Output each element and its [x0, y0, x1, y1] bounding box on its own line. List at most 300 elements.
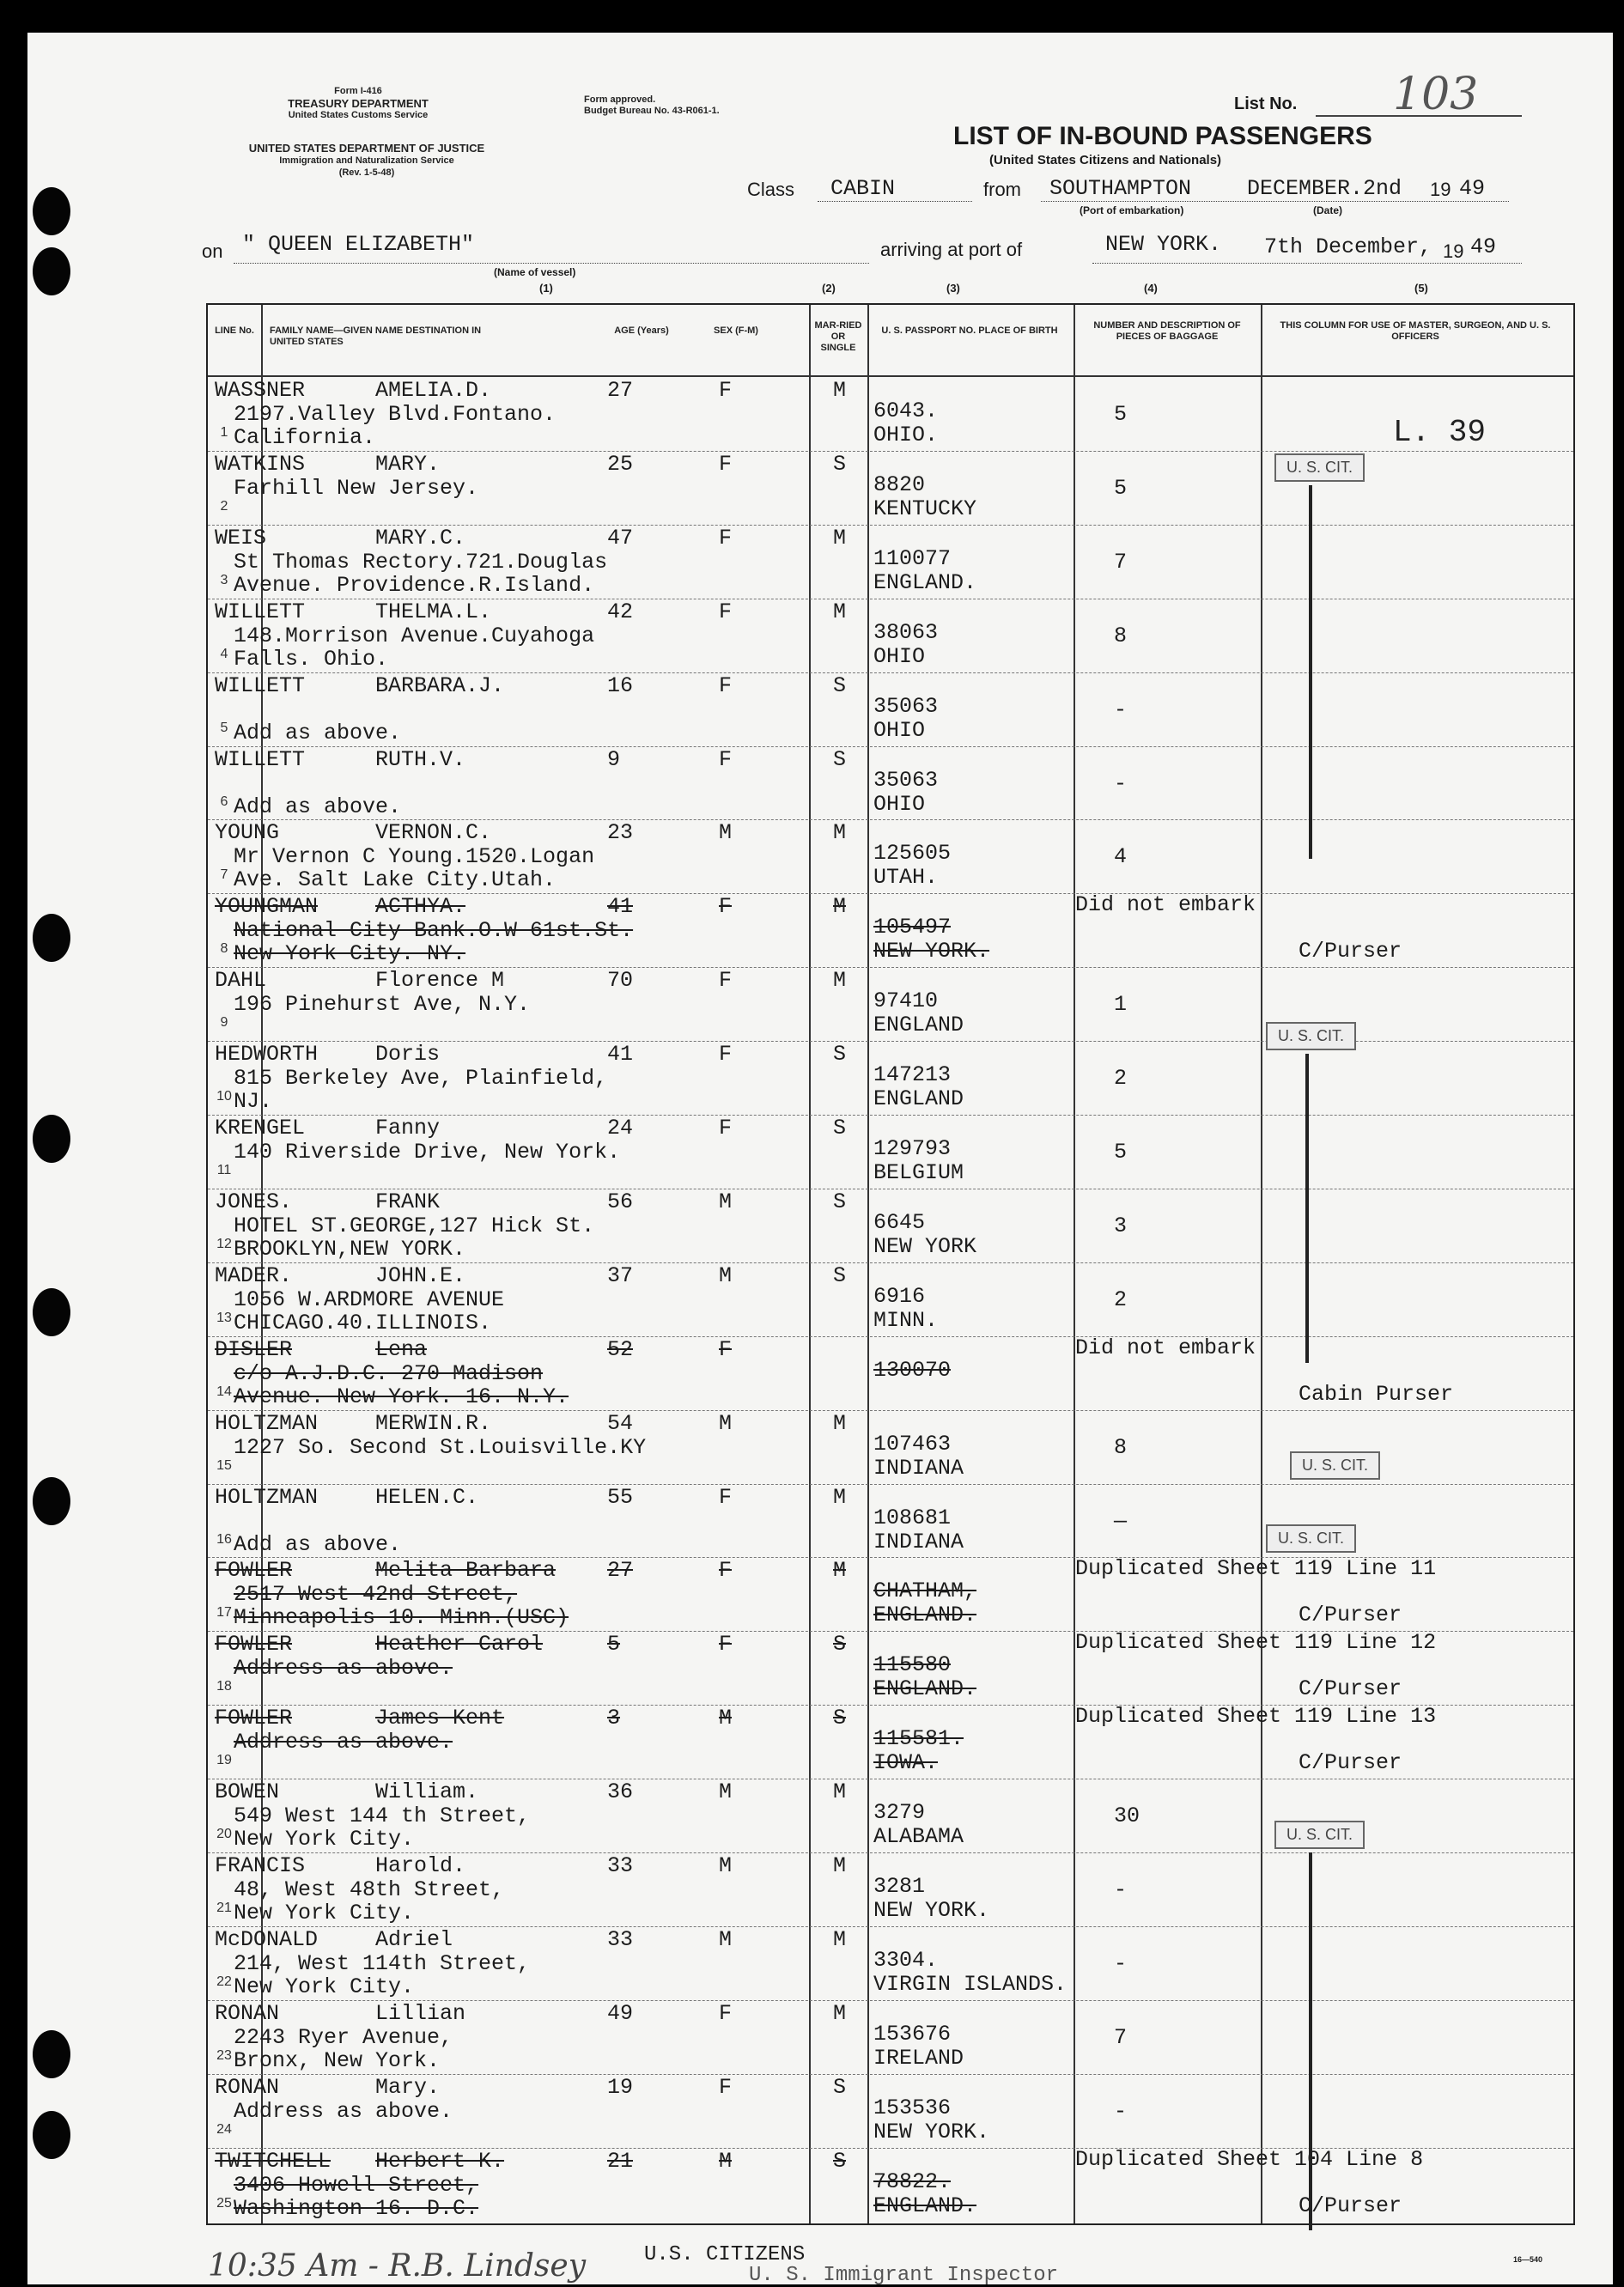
passenger-marital-status: M	[833, 599, 847, 624]
baggage-count: 8	[1114, 1434, 1128, 1460]
place-of-birth: INDIANA	[873, 1455, 964, 1481]
punch-hole	[33, 2111, 70, 2159]
table-row	[208, 1926, 1573, 2000]
passenger-age: 5	[607, 1632, 621, 1657]
passenger-surname: YOUNG	[215, 820, 280, 846]
passenger-given-name: VERNON.C.	[375, 820, 492, 846]
passenger-marital-status: S	[833, 1262, 847, 1288]
row-divider	[208, 1631, 1573, 1632]
passenger-age: 49	[607, 2000, 634, 2026]
passenger-address-line2: California.	[234, 425, 376, 450]
passenger-address-line2: NJ.	[234, 1089, 273, 1115]
baggage-count: 8	[1114, 623, 1128, 648]
passenger-sex: F	[719, 2074, 733, 2100]
punch-hole	[33, 2030, 70, 2078]
list-no-underline	[1316, 115, 1522, 117]
passenger-address-line1: 1056 W.ARDMORE AVENUE	[234, 1286, 505, 1312]
purser-note: C/Purser	[1299, 1750, 1402, 1776]
punch-hole	[33, 1477, 70, 1525]
department-of-justice: UNITED STATES DEPARTMENT OF JUSTICE	[248, 142, 485, 155]
passenger-marital-status: M	[833, 1853, 847, 1878]
date-caption: (Date)	[1313, 204, 1343, 216]
passenger-age: 23	[607, 820, 634, 846]
passenger-marital-status: M	[833, 820, 847, 846]
line-number: 19	[216, 1753, 232, 1768]
treasury-department: TREASURY DEPARTMENT	[288, 97, 429, 110]
baggage-count: 3	[1114, 1213, 1128, 1238]
table-row	[208, 1189, 1573, 1262]
passenger-address-line2: Minneapolis 10. Minn.(USC)	[234, 1605, 569, 1631]
passenger-sex: M	[719, 1779, 733, 1805]
passenger-sex: F	[719, 1558, 733, 1584]
list-no-label: List No.	[1234, 94, 1298, 113]
class-underline	[818, 201, 972, 202]
handwritten-time: 10:35 Am - R.B. Lindsey	[208, 2248, 587, 2284]
ins-label: Immigration and Naturalization Service	[279, 155, 454, 166]
passenger-sex: M	[719, 820, 733, 846]
col-number-1: (1)	[539, 282, 553, 295]
table-row	[208, 1115, 1573, 1189]
passenger-address-line2: New York City.	[234, 1901, 415, 1925]
passenger-table	[206, 303, 1575, 2225]
line-number: 1	[220, 425, 228, 440]
baggage-count: 30	[1114, 1803, 1140, 1829]
place-of-birth: MINN.	[873, 1307, 939, 1333]
baggage-count: 5	[1114, 475, 1128, 501]
passenger-surname: WATKINS	[215, 451, 306, 477]
passenger-given-name: Adriel	[375, 1926, 453, 1952]
passport-number: 115580	[873, 1652, 952, 1678]
passport-number: 110077	[873, 545, 952, 571]
passenger-given-name: Fanny	[375, 1116, 441, 1140]
passport-number: 153536	[873, 2095, 952, 2120]
table-row	[208, 2148, 1573, 2222]
passenger-given-name: HELEN.C.	[375, 1484, 479, 1510]
passenger-sex: M	[719, 1706, 733, 1731]
table-row	[208, 1631, 1573, 1705]
passenger-surname: RONAN	[215, 2000, 280, 2026]
passenger-age: 33	[607, 1853, 634, 1878]
passenger-address-line1: Mr Vernon C Young.1520.Logan	[234, 844, 595, 870]
passenger-age: 52	[607, 1336, 634, 1362]
passenger-marital-status: M	[833, 1484, 847, 1510]
passenger-surname: RONAN	[215, 2074, 280, 2100]
manifest-page	[27, 33, 1613, 2287]
form-number: Form I-416	[334, 86, 382, 96]
passenger-age: 55	[607, 1484, 634, 1510]
baggage-count: 5	[1114, 402, 1128, 427]
place-of-birth: NEW YORK.	[873, 1898, 990, 1923]
passenger-age: 54	[607, 1410, 634, 1436]
passport-number: 6645	[873, 1209, 926, 1235]
passenger-age: 19	[607, 2074, 634, 2100]
place-of-birth: BELGIUM	[873, 1160, 964, 1185]
purser-note: C/Purser	[1299, 1676, 1402, 1702]
baggage-count: —	[1114, 1508, 1128, 1534]
baggage-count: 2	[1114, 1066, 1128, 1092]
row-divider	[208, 893, 1573, 894]
stamp-bracket-line	[1309, 1852, 1312, 2230]
passenger-surname: WILLETT	[215, 746, 306, 772]
passport-number: 129793	[873, 1136, 952, 1161]
form-code: 16—540	[1513, 2255, 1543, 2264]
header-baggage: NUMBER AND DESCRIPTION OF PIECES OF BAGGAGE	[1093, 320, 1241, 342]
table-row	[208, 746, 1573, 820]
line-number: 15	[216, 1457, 232, 1473]
passport-number: 115581.	[873, 1726, 964, 1752]
place-of-birth: OHIO	[873, 717, 926, 743]
passenger-address-line2: Bronx, New York.	[234, 2047, 441, 2073]
arrival-year-suffix: 49	[1470, 234, 1497, 259]
place-of-birth: OHIO.	[873, 423, 939, 447]
passenger-address-line1: 2243 Ryer Avenue,	[234, 2024, 453, 2050]
place-of-birth: NEW YORK.	[873, 2119, 990, 2144]
passport-number: 38063	[873, 619, 939, 645]
departure-date: DECEMBER.2nd	[1247, 176, 1402, 201]
passenger-marital-status: M	[833, 525, 847, 550]
passenger-age: 42	[607, 599, 634, 624]
form-subtitle: (United States Citizens and Nationals)	[989, 153, 1222, 167]
passenger-surname: HOLTZMAN	[215, 1484, 319, 1510]
passenger-address-line2: New York City.	[234, 1827, 415, 1852]
passenger-given-name: Lena	[375, 1336, 428, 1362]
budget-bureau: Budget Bureau No. 43-R061-1.	[584, 106, 720, 116]
passenger-surname: McDONALD	[215, 1926, 319, 1952]
passenger-age: 41	[607, 1042, 634, 1067]
table-row	[208, 1705, 1573, 1779]
passport-number: 3281	[873, 1874, 926, 1899]
passenger-given-name: James Kent	[375, 1706, 505, 1731]
passenger-age: 25	[607, 451, 634, 477]
passenger-surname: WILLETT	[215, 599, 306, 624]
passenger-given-name: JOHN.E.	[375, 1262, 466, 1288]
passenger-sex: F	[719, 525, 733, 550]
passport-number: 6916	[873, 1283, 926, 1309]
passport-number: 153676	[873, 2021, 952, 2047]
table-row	[208, 1262, 1573, 1336]
line-number: 24	[216, 2121, 232, 2137]
from-value: SOUTHAMPTON	[1049, 176, 1192, 201]
passenger-given-name: MARY.	[375, 451, 441, 477]
passport-number: 35063	[873, 693, 939, 719]
place-of-birth: ENGLAND.	[873, 2193, 977, 2218]
line-number: 20	[216, 1827, 232, 1842]
passenger-given-name: AMELIA.D.	[375, 378, 492, 403]
passenger-marital-status: S	[833, 1632, 847, 1657]
place-of-birth: IOWA.	[873, 1750, 939, 1776]
passenger-surname: FRANCIS	[215, 1853, 306, 1878]
passport-number: 3279	[873, 1800, 926, 1826]
passenger-given-name: Doris	[375, 1042, 441, 1067]
vessel-caption: (Name of vessel)	[494, 266, 576, 278]
row-divider	[208, 1557, 1573, 1558]
passenger-surname: HOLTZMAN	[215, 1410, 319, 1436]
annotation-top: L. 39	[1393, 415, 1487, 450]
passenger-marital-status: S	[833, 1706, 847, 1731]
purser-note: Cabin Purser	[1299, 1381, 1454, 1407]
place-of-birth: ENGLAND.	[873, 569, 977, 595]
passenger-sex: F	[719, 599, 733, 624]
passenger-marital-status: M	[833, 2000, 847, 2026]
passenger-address-line2: Falls. Ohio.	[234, 646, 389, 672]
table-row	[208, 819, 1573, 893]
passenger-marital-status: S	[833, 451, 847, 477]
line-number: 22	[216, 1974, 232, 1989]
passenger-surname: DAHL	[215, 968, 267, 994]
place-of-birth: IRELAND	[873, 2045, 964, 2071]
table-row	[208, 2074, 1573, 2148]
passenger-marital-status: M	[833, 1410, 847, 1436]
header-passport: U. S. PASSPORT NO. PLACE OF BIRTH	[881, 325, 1058, 336]
line-number: 9	[220, 1015, 228, 1031]
passenger-address-line1: 549 West 144 th Street,	[234, 1803, 531, 1829]
line-number: 23	[216, 2047, 232, 2063]
row-note: Duplicated Sheet 119 Line 13	[1075, 1704, 1437, 1730]
row-divider	[208, 819, 1573, 820]
passenger-given-name: Florence M	[375, 968, 505, 994]
line-number: 10	[216, 1089, 232, 1104]
row-divider	[208, 2148, 1573, 2149]
purser-note: C/Purser	[1299, 939, 1402, 964]
passenger-given-name: BARBARA.J.	[375, 672, 505, 698]
table-row	[208, 1336, 1573, 1410]
passenger-surname: WEIS	[215, 525, 267, 550]
passenger-address-line1: 815 Berkeley Ave, Plainfield,	[234, 1066, 608, 1092]
header-married: MAR-RIED OR SINGLE	[814, 320, 862, 353]
passenger-address-line1: 148.Morrison Avenue.Cuyahoga	[234, 623, 595, 648]
place-of-birth: VIRGIN ISLANDS.	[873, 1971, 1067, 1997]
arrival-date: 7th December,	[1264, 234, 1432, 259]
passenger-sex: F	[719, 378, 733, 403]
year-suffix: 49	[1459, 176, 1486, 201]
stamp-bracket-line	[1305, 1054, 1309, 1363]
year-prefix: 19	[1430, 179, 1451, 200]
from-underline	[1041, 201, 1509, 202]
passenger-address-line2: Ave. Salt Lake City.Utah.	[234, 867, 557, 893]
passenger-marital-status: M	[833, 894, 847, 920]
row-divider	[208, 2000, 1573, 2001]
table-row	[208, 1779, 1573, 1852]
passenger-surname: FOWLER	[215, 1706, 293, 1731]
line-number: 7	[220, 867, 228, 883]
arrival-port: NEW YORK.	[1105, 232, 1222, 257]
passenger-marital-status: S	[833, 2074, 847, 2100]
purser-note: C/Purser	[1299, 2193, 1402, 2218]
row-note: Did not embark	[1075, 892, 1256, 918]
table-row	[208, 2000, 1573, 2074]
table-row	[208, 525, 1573, 599]
passenger-marital-status: S	[833, 1189, 847, 1214]
passenger-given-name: MERWIN.R.	[375, 1410, 492, 1436]
passenger-marital-status: M	[833, 968, 847, 994]
class-value: CABIN	[830, 176, 896, 201]
row-divider	[208, 1041, 1573, 1042]
passenger-surname: YOUNGMAN	[215, 894, 319, 920]
arrival-year-prefix: 19	[1443, 240, 1464, 262]
row-divider	[208, 1852, 1573, 1853]
baggage-count: 5	[1114, 1140, 1128, 1165]
passenger-surname: FOWLER	[215, 1558, 293, 1584]
passenger-marital-status: M	[833, 1558, 847, 1584]
table-row	[208, 893, 1573, 967]
passenger-age: 27	[607, 378, 634, 403]
passport-number: 107463	[873, 1431, 952, 1457]
passenger-surname: DISLER	[215, 1336, 293, 1362]
place-of-birth: INDIANA	[873, 1529, 964, 1554]
us-cit-stamp: U. S. CIT.	[1274, 1821, 1365, 1849]
row-divider	[208, 451, 1573, 452]
passenger-address-line1: 196 Pinehurst Ave, N.Y.	[234, 992, 531, 1018]
vessel-name: " QUEEN ELIZABETH"	[242, 232, 475, 257]
passenger-given-name: Herbert K.	[375, 2148, 505, 2174]
stamp-bracket-line	[1309, 485, 1312, 859]
line-number: 11	[216, 1163, 232, 1177]
passenger-age: 21	[607, 2148, 634, 2174]
passport-number: 35063	[873, 767, 939, 793]
punch-hole	[33, 1115, 70, 1163]
punch-hole	[33, 914, 70, 962]
passenger-address-line2: BROOKLYN,NEW YORK.	[234, 1236, 466, 1262]
place-of-birth: NEW YORK	[873, 1233, 977, 1259]
baggage-count: -	[1114, 696, 1128, 722]
passenger-marital-status: M	[833, 378, 847, 403]
passenger-sex: F	[719, 746, 733, 772]
passport-number: 147213	[873, 1062, 952, 1088]
passenger-age: 33	[607, 1926, 634, 1952]
place-of-birth: ALABAMA	[873, 1824, 964, 1850]
passenger-given-name: Lillian	[375, 2000, 466, 2026]
passenger-address-line1: Address as above.	[234, 1730, 453, 1755]
us-cit-stamp: U. S. CIT.	[1290, 1451, 1380, 1480]
passenger-address-line1: 2197.Valley Blvd.Fontano.	[234, 402, 557, 427]
passenger-address-line1: 1227 So. Second St.Louisville.KY	[234, 1434, 647, 1460]
passenger-address-line1: Address as above.	[234, 2098, 453, 2124]
table-row	[208, 672, 1573, 746]
passenger-sex: M	[719, 1926, 733, 1952]
inspector-label: U. S. Immigrant Inspector	[749, 2264, 1059, 2287]
passenger-sex: F	[719, 451, 733, 477]
passenger-sex: F	[719, 894, 733, 920]
baggage-count: 7	[1114, 549, 1128, 575]
purser-note: C/Purser	[1299, 1603, 1402, 1628]
table-row	[208, 599, 1573, 672]
row-note: Duplicated Sheet 104 Line 8	[1075, 2146, 1424, 2172]
header-sex: SEX (F-M)	[714, 325, 758, 336]
line-number: 13	[216, 1310, 232, 1325]
passenger-surname: WILLETT	[215, 672, 306, 698]
passenger-age: 56	[607, 1189, 634, 1214]
passenger-sex: M	[719, 1189, 733, 1214]
punch-hole	[33, 247, 70, 295]
passenger-surname: FOWLER	[215, 1632, 293, 1657]
passenger-sex: F	[719, 1336, 733, 1362]
customs-service: United States Customs Service	[288, 110, 429, 120]
baggage-count: 7	[1114, 2024, 1128, 2050]
passenger-age: 41	[607, 894, 634, 920]
table-row	[208, 1484, 1573, 1558]
from-label: from	[983, 179, 1021, 200]
baggage-count: 2	[1114, 1286, 1128, 1312]
header-line-no: LINE No.	[215, 325, 254, 336]
passenger-age: 9	[607, 746, 621, 772]
passenger-given-name: Harold.	[375, 1853, 466, 1878]
table-row	[208, 1557, 1573, 1631]
row-note: Duplicated Sheet 119 Line 11	[1075, 1556, 1437, 1582]
header-name: FAMILY NAME—GIVEN NAME DESTINATION IN UNITED STATES	[270, 325, 482, 347]
passenger-address-line2: New York City.	[234, 1974, 415, 1999]
vessel-underline	[234, 263, 869, 264]
baggage-count: 4	[1114, 844, 1128, 870]
place-of-birth: OHIO	[873, 791, 926, 817]
us-cit-stamp: U. S. CIT.	[1274, 453, 1365, 482]
row-divider	[208, 1410, 1573, 1411]
line-number: 17	[216, 1605, 232, 1621]
baggage-count: -	[1114, 770, 1128, 796]
passenger-given-name: THELMA.L.	[375, 599, 492, 624]
passenger-marital-status: S	[833, 1042, 847, 1067]
line-number: 4	[220, 646, 228, 661]
passenger-given-name: RUTH.V.	[375, 746, 466, 772]
passenger-address-line2: Washington 16. D.C.	[234, 2195, 479, 2221]
line-number: 21	[216, 1901, 232, 1915]
row-divider	[208, 1484, 1573, 1485]
passport-number: 6043.	[873, 398, 939, 423]
passenger-age: 70	[607, 968, 634, 994]
passport-number: 125605	[873, 841, 952, 867]
passenger-surname: HEDWORTH	[215, 1042, 319, 1067]
passenger-address-line2: Avenue. New York. 16. N.Y.	[234, 1384, 569, 1409]
passport-number: 105497	[873, 915, 952, 940]
passenger-given-name: Melita Barbara	[375, 1558, 557, 1584]
on-label: on	[202, 240, 223, 262]
passport-number: 8820	[873, 471, 926, 497]
passport-number: 108681	[873, 1505, 952, 1530]
us-cit-stamp: U. S. CIT.	[1266, 1524, 1356, 1553]
header-officers: THIS COLUMN FOR USE OF MASTER, SURGEON, AND U. S. OFFICERS	[1280, 320, 1551, 342]
row-note: Duplicated Sheet 119 Line 12	[1075, 1630, 1437, 1656]
baggage-count: 1	[1114, 992, 1128, 1018]
row-note: Did not embark	[1075, 1335, 1256, 1360]
passenger-address-line2: Add as above.	[234, 1531, 402, 1557]
passenger-surname: WASSNER	[215, 378, 306, 403]
place-of-birth: ENGLAND.	[873, 1676, 977, 1702]
passenger-sex: M	[719, 1262, 733, 1288]
passenger-address-line1: 48, West 48th Street,	[234, 1877, 505, 1902]
passenger-age: 24	[607, 1116, 634, 1140]
passenger-given-name: FRANK	[375, 1189, 441, 1214]
passenger-address-line2: New York City. NY.	[234, 941, 466, 967]
passenger-given-name: Heather Carol	[375, 1632, 544, 1657]
passenger-address-line1: 140 Riverside Drive, New York.	[234, 1140, 621, 1165]
passenger-given-name: ACTHYA.	[375, 894, 466, 920]
col-number-5: (5)	[1414, 282, 1428, 295]
class-label: Class	[747, 179, 795, 200]
table-row	[208, 1852, 1573, 1926]
line-number: 6	[220, 794, 228, 809]
passenger-sex: M	[719, 1410, 733, 1436]
passenger-marital-status: S	[833, 1116, 847, 1140]
passenger-sex: F	[719, 2000, 733, 2026]
line-number: 16	[216, 1531, 232, 1547]
row-divider	[208, 967, 1573, 968]
passenger-address-line1: National City Bank.O.W 61st.St.	[234, 918, 634, 944]
line-number: 12	[216, 1236, 232, 1251]
passenger-marital-status: M	[833, 1779, 847, 1805]
punch-hole	[33, 1288, 70, 1336]
baggage-count: -	[1114, 1877, 1128, 1902]
arrival-underline	[1092, 263, 1522, 264]
passenger-surname: JONES.	[215, 1189, 293, 1214]
